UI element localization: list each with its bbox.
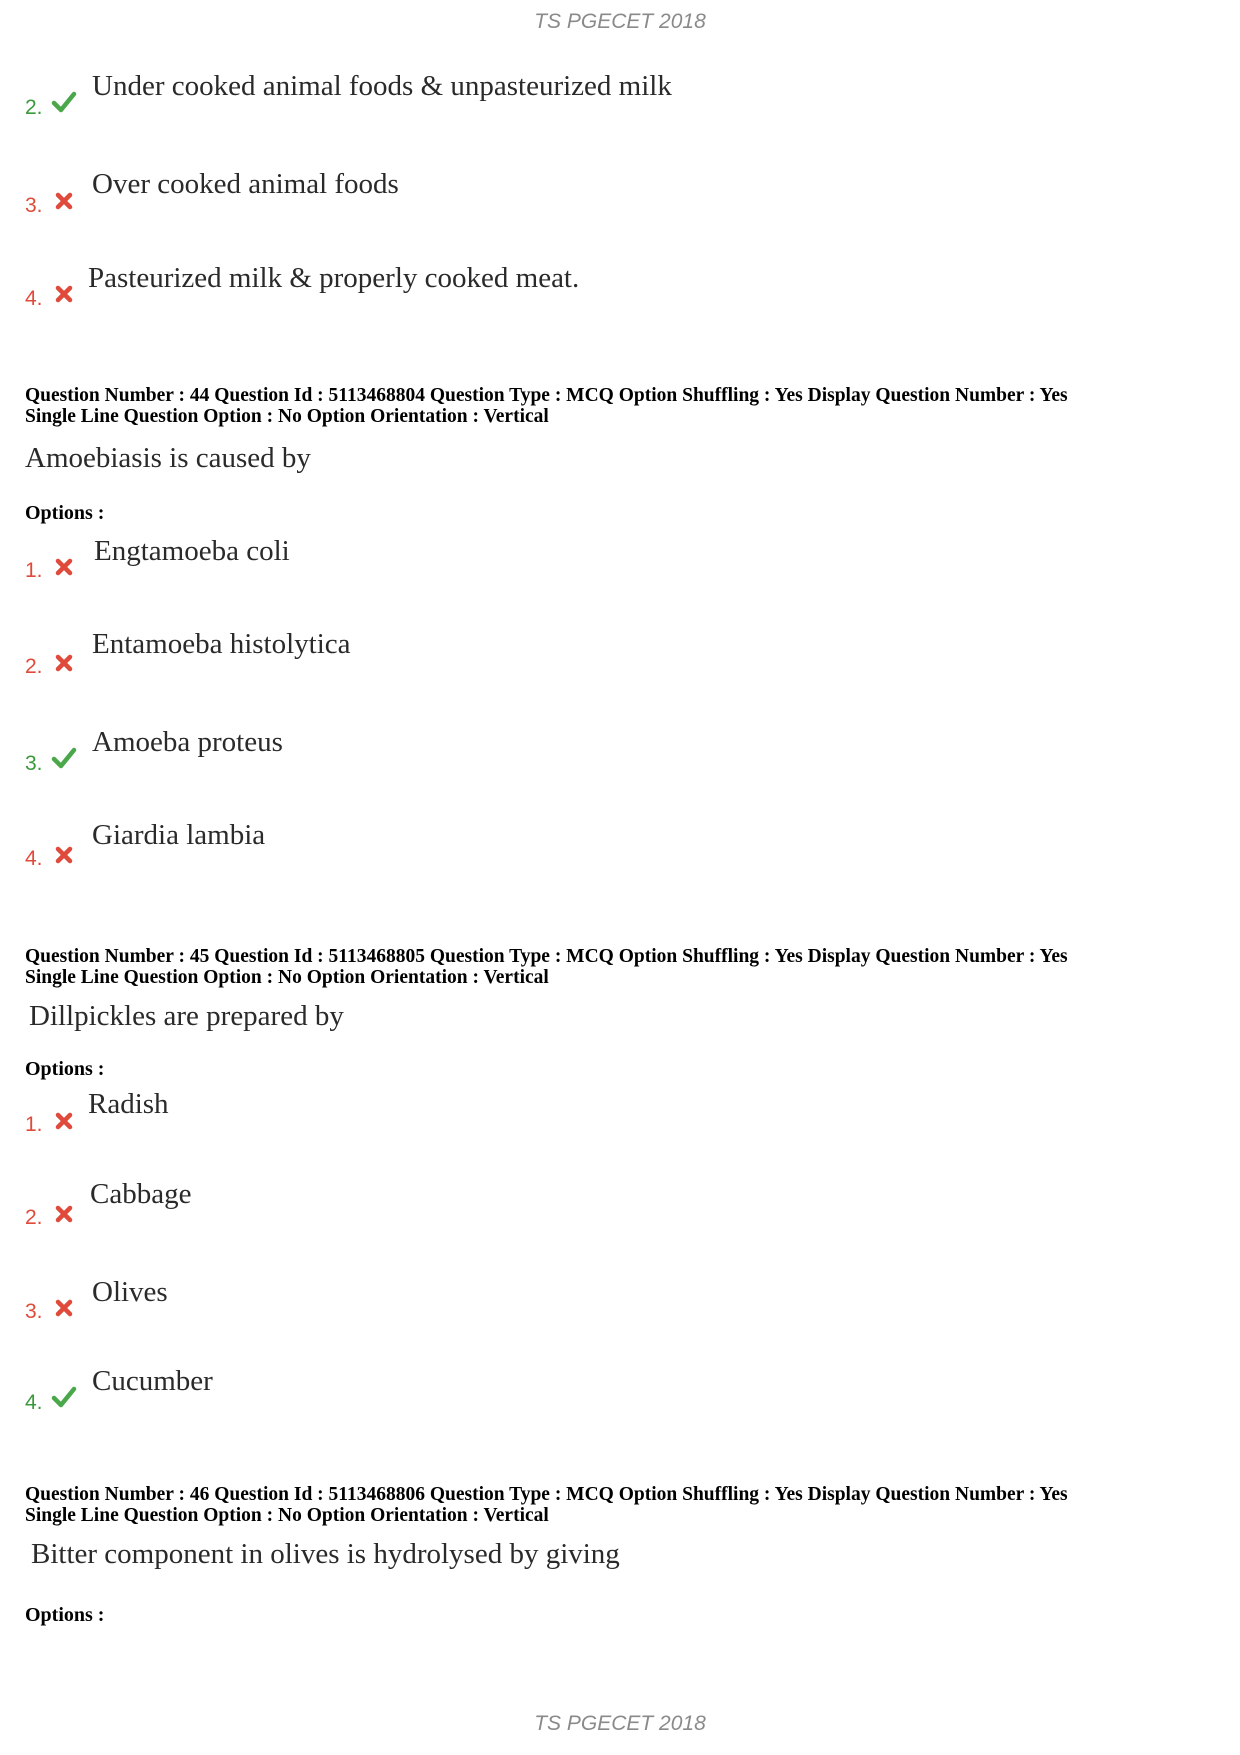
- option-number: 3.: [25, 194, 43, 217]
- option-text: Entamoeba histolytica: [92, 628, 351, 660]
- option-text: Engtamoeba coli: [94, 535, 290, 567]
- check-icon: [51, 90, 77, 114]
- option-number: 1.: [25, 559, 43, 582]
- options-label: Options :: [25, 502, 105, 524]
- option-text: Pasteurized milk & properly cooked meat.: [88, 262, 580, 294]
- cross-icon: [52, 1110, 78, 1134]
- option-number: 2.: [25, 655, 43, 678]
- option-number: 4.: [25, 1391, 43, 1414]
- option-text: Cabbage: [90, 1178, 192, 1210]
- option-number: 3.: [25, 752, 43, 775]
- option-text: Amoeba proteus: [92, 726, 283, 758]
- cross-icon: [52, 1203, 78, 1227]
- option-number: 1.: [25, 1113, 43, 1136]
- question-meta: Single Line Question Option : No Option Orientation : Vertical: [25, 1505, 549, 1526]
- question-meta: Question Number : 44 Question Id : 5113468804 Question Type : MCQ Option Shuffling : Yes Display Question Number : Yes: [25, 385, 1068, 406]
- cross-icon: [52, 283, 78, 307]
- cross-icon: [52, 652, 78, 676]
- cross-icon: [52, 1297, 78, 1321]
- option-number: 4.: [25, 847, 43, 870]
- option-text: Radish: [88, 1088, 169, 1120]
- option-text: Giardia lambia: [92, 819, 266, 851]
- option-number: 2.: [25, 96, 43, 119]
- cross-icon: [52, 844, 78, 868]
- question-meta: Single Line Question Option : No Option Orientation : Vertical: [25, 967, 549, 988]
- option-text: Over cooked animal foods: [92, 168, 399, 200]
- page-header: TS PGECET 2018: [534, 10, 706, 33]
- cross-icon: [52, 556, 78, 580]
- options-label: Options :: [25, 1058, 105, 1080]
- question-meta: Question Number : 45 Question Id : 5113468805 Question Type : MCQ Option Shuffling : Yes Display Question Number : Yes: [25, 946, 1068, 967]
- option-number: 4.: [25, 287, 43, 310]
- option-text: Cucumber: [92, 1365, 213, 1397]
- check-icon: [51, 1385, 77, 1409]
- option-number: 3.: [25, 1300, 43, 1323]
- question-meta: Single Line Question Option : No Option Orientation : Vertical: [25, 406, 549, 427]
- option-text: Under cooked animal foods & unpasteurized milk: [92, 70, 672, 102]
- question-meta: Question Number : 46 Question Id : 5113468806 Question Type : MCQ Option Shuffling : Yes Display Question Number : Yes: [25, 1484, 1068, 1505]
- question-text: Amoebiasis is caused by: [25, 442, 311, 474]
- option-text: Olives: [92, 1276, 168, 1308]
- question-text: Dillpickles are prepared by: [29, 1000, 344, 1032]
- cross-icon: [52, 190, 78, 214]
- page-footer: TS PGECET 2018: [534, 1712, 706, 1735]
- options-label: Options :: [25, 1604, 105, 1626]
- check-icon: [51, 746, 77, 770]
- option-number: 2.: [25, 1206, 43, 1229]
- question-text: Bitter component in olives is hydrolysed by giving: [31, 1538, 620, 1570]
